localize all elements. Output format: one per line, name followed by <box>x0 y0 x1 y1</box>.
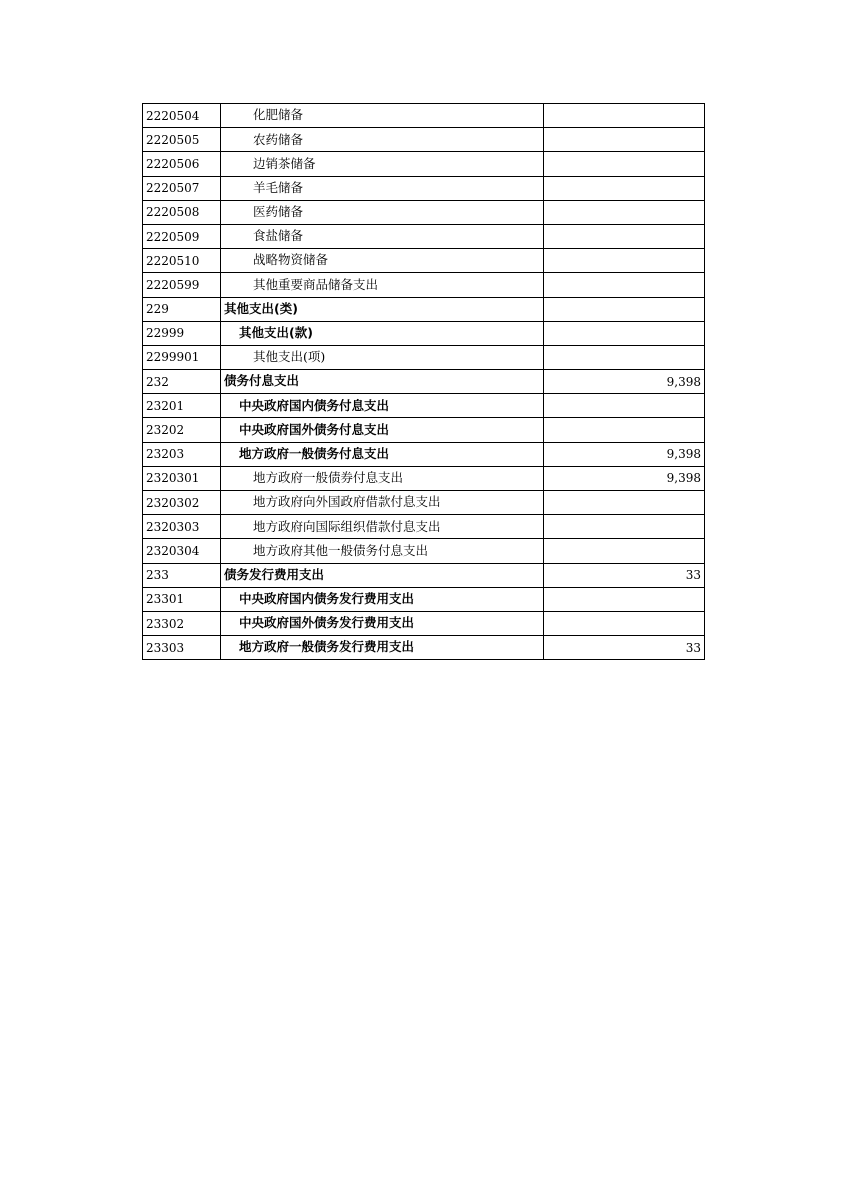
subject-name: 其他支出(项) <box>253 349 326 365</box>
table-row <box>143 273 705 297</box>
subject-code: 2220508 <box>143 200 221 224</box>
table-row <box>143 491 705 515</box>
subject-code: 22999 <box>143 321 221 345</box>
subject-name: 其他重要商品储备支出 <box>253 276 379 292</box>
subject-code: 229 <box>143 297 221 321</box>
amount <box>544 539 705 563</box>
subject-name: 地方政府一般债务付息支出 <box>239 445 390 461</box>
amount: 9,398 <box>544 370 705 394</box>
subject-name-cell <box>221 611 544 635</box>
amount <box>544 249 705 273</box>
subject-code: 232 <box>143 370 221 394</box>
subject-name: 其他支出(类) <box>224 300 298 316</box>
amount: 9,398 <box>544 466 705 490</box>
subject-name: 边销茶储备 <box>253 155 316 171</box>
amount <box>544 587 705 611</box>
table-row <box>143 611 705 635</box>
table-row <box>143 418 705 442</box>
subject-name-cell <box>221 491 544 515</box>
subject-name-cell <box>221 297 544 321</box>
table-row <box>143 345 705 369</box>
amount <box>544 152 705 176</box>
subject-code: 2220506 <box>143 152 221 176</box>
subject-name-cell <box>221 128 544 152</box>
table-row <box>143 394 705 418</box>
amount <box>544 200 705 224</box>
amount: 33 <box>544 636 705 660</box>
amount <box>544 394 705 418</box>
table-row <box>143 176 705 200</box>
table-row <box>143 152 705 176</box>
subject-code: 2220504 <box>143 104 221 128</box>
subject-name: 农药储备 <box>253 131 304 147</box>
amount: 9,398 <box>544 442 705 466</box>
subject-code: 233 <box>143 563 221 587</box>
subject-code: 2320304 <box>143 539 221 563</box>
subject-name-cell <box>221 563 544 587</box>
subject-name: 债务付息支出 <box>224 373 300 389</box>
subject-name-cell <box>221 515 544 539</box>
subject-code: 2220505 <box>143 128 221 152</box>
subject-code: 23303 <box>143 636 221 660</box>
subject-name: 地方政府其他一般债务付息支出 <box>253 542 429 558</box>
subject-name-cell <box>221 273 544 297</box>
subject-name-cell <box>221 370 544 394</box>
subject-name-cell <box>221 418 544 442</box>
subject-name-cell <box>221 200 544 224</box>
subject-name-cell <box>221 466 544 490</box>
table-row <box>143 563 705 587</box>
subject-name-cell <box>221 176 544 200</box>
subject-name-cell <box>221 587 544 611</box>
subject-code: 23201 <box>143 394 221 418</box>
subject-name: 债务发行费用支出 <box>224 566 325 582</box>
subject-name: 中央政府国内债务付息支出 <box>239 397 390 413</box>
subject-code: 23302 <box>143 611 221 635</box>
subject-name: 其他支出(款) <box>239 325 313 341</box>
table-row <box>143 249 705 273</box>
subject-name-cell <box>221 104 544 128</box>
table-row <box>143 104 705 128</box>
subject-code: 2320303 <box>143 515 221 539</box>
subject-name-cell <box>221 152 544 176</box>
table-row <box>143 515 705 539</box>
amount <box>544 611 705 635</box>
subject-code: 2320302 <box>143 491 221 515</box>
subject-name-cell <box>221 394 544 418</box>
table-row <box>143 636 705 660</box>
subject-name: 战略物资储备 <box>253 252 329 268</box>
table-row <box>143 200 705 224</box>
subject-name: 地方政府向国际组织借款付息支出 <box>253 518 441 534</box>
subject-code: 2220599 <box>143 273 221 297</box>
subject-name-cell <box>221 442 544 466</box>
subject-name: 医药储备 <box>253 204 304 220</box>
subject-code: 23301 <box>143 587 221 611</box>
amount <box>544 273 705 297</box>
subject-code: 23203 <box>143 442 221 466</box>
amount <box>544 297 705 321</box>
amount <box>544 224 705 248</box>
subject-name: 中央政府国内债务发行费用支出 <box>239 591 415 607</box>
amount: 33 <box>544 563 705 587</box>
subject-name-cell <box>221 539 544 563</box>
amount <box>544 128 705 152</box>
amount <box>544 104 705 128</box>
table-row <box>143 466 705 490</box>
subject-name-cell <box>221 321 544 345</box>
table-row <box>143 224 705 248</box>
subject-code: 2220507 <box>143 176 221 200</box>
amount <box>544 321 705 345</box>
table-body <box>143 104 705 660</box>
subject-name: 中央政府国外债务付息支出 <box>239 421 390 437</box>
subject-code: 2320301 <box>143 466 221 490</box>
subject-name-cell <box>221 636 544 660</box>
amount <box>544 491 705 515</box>
amount <box>544 176 705 200</box>
subject-code: 23202 <box>143 418 221 442</box>
table-row <box>143 539 705 563</box>
table-row <box>143 442 705 466</box>
table-row <box>143 321 705 345</box>
budget-expenditure-table <box>142 103 705 660</box>
subject-name: 食盐储备 <box>253 228 304 244</box>
subject-code: 2220510 <box>143 249 221 273</box>
subject-name: 化肥储备 <box>253 107 304 123</box>
amount <box>544 345 705 369</box>
amount <box>544 515 705 539</box>
subject-name: 地方政府向外国政府借款付息支出 <box>253 494 441 510</box>
amount <box>544 418 705 442</box>
subject-name-cell <box>221 249 544 273</box>
subject-name: 地方政府一般债务发行费用支出 <box>239 639 415 655</box>
subject-name-cell <box>221 224 544 248</box>
subject-name-cell <box>221 345 544 369</box>
subject-name: 地方政府一般债券付息支出 <box>253 470 404 486</box>
table-row <box>143 128 705 152</box>
subject-name: 中央政府国外债务发行费用支出 <box>239 615 415 631</box>
subject-code: 2299901 <box>143 345 221 369</box>
table-row <box>143 370 705 394</box>
table-row <box>143 587 705 611</box>
subject-code: 2220509 <box>143 224 221 248</box>
subject-name: 羊毛储备 <box>253 179 304 195</box>
table-row <box>143 297 705 321</box>
